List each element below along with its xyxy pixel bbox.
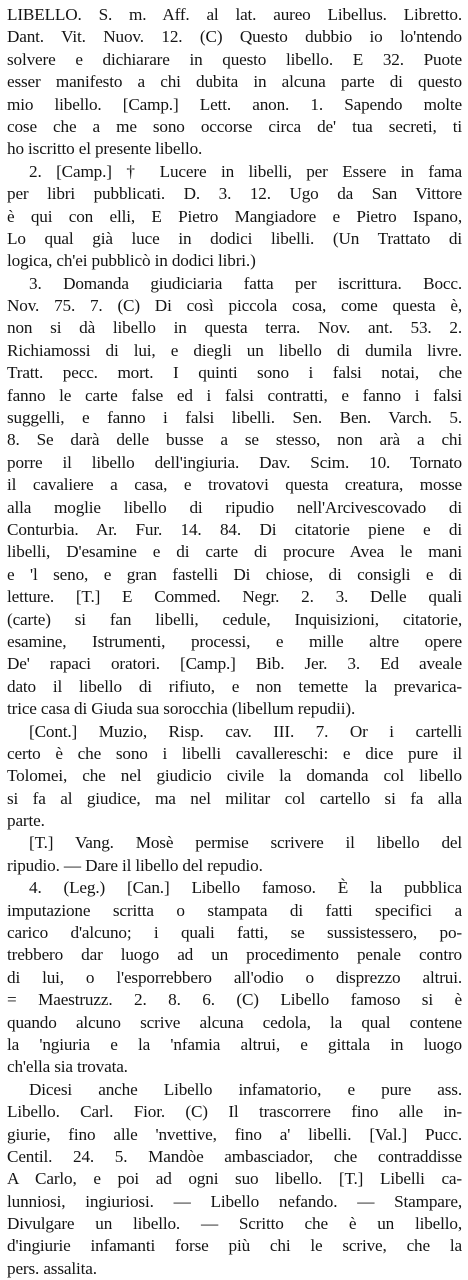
text-line: LIBELLO. S. m. Aff. al lat. aureo Libellus. Libretto.: [7, 5, 462, 24]
text-line: logica, ch'ei pubblicò in dodici libri.): [7, 251, 256, 271]
text-line: si fa al giudice, ma nel militar col cartello si fa alla: [7, 788, 462, 808]
text-line: fanno le carte false ed i falsi contratti, e fanno i falsi: [7, 385, 462, 405]
text-line: trice casa di Giuda sua sorocchia (libellum repudii).: [7, 699, 356, 719]
text-line: cose che a me sono occorse circa de' tua secreti, ti: [7, 116, 462, 136]
text-line: Libello. Carl. Fior. (C) Il trascorrere fino alle in-: [7, 1102, 462, 1122]
text-line: esamine, Istrumenti, processi, e mille altre opere: [7, 631, 462, 651]
text-line: il cavaliere a casa, e trovatovi questa creatura, mosse: [7, 475, 462, 495]
text-line: solvere e dichiarare in questo libello. E 32. Puote: [7, 49, 462, 69]
text-line: mio libello. [Camp.] Lett. anon. 1. Sapendo molte: [7, 94, 462, 114]
text-line: letture. [T.] E Commed. Negr. 2. 3. Delle quali: [7, 587, 462, 607]
text-line: suggelli, e fanno i falsi libelli. Sen. Ben. Varch. 5.: [7, 408, 462, 428]
text-line: giurie, fino alle 'nvettive, fino a' libelli. [Val.] Pucc.: [7, 1124, 462, 1144]
text-line: trebbero dar luogo ad un procedimento penale contro: [7, 945, 462, 965]
text-line: (carte) si fan libelli, cedule, Inquisizioni, citatorie,: [7, 609, 462, 629]
text-line: Divulgare un libello. — Scritto che è un libello,: [7, 1214, 462, 1234]
text-line: ch'ella sia trovata.: [7, 1057, 128, 1077]
text-line: la 'ngiuria e la 'nfamia altrui, e gittala in luogo: [7, 1034, 462, 1054]
dicesi-paragraph-start: Dicesi anche Libello infamatorio, e pure ass.: [29, 1079, 462, 1099]
text-line: Dant. Vit. Nuov. 12. (C) Questo dubbio io lo'ntendo: [7, 27, 462, 47]
text-line: d'ingiurie infamanti forse più chi le scrive, che la: [7, 1236, 462, 1256]
text-line: e 'l seno, e gran fastelli Di chiose, di consigli e di: [7, 564, 462, 584]
text-line: De' rapaci oratori. [Camp.] Bib. Jer. 3. Ed aveale: [7, 654, 462, 674]
text-line: pers. assalita.: [7, 1258, 97, 1278]
text-line: Conturbia. Ar. Fur. 14. 84. Di citatorie piene e di: [7, 519, 462, 539]
text-line: quando alcuno scrive alcuna cedola, la qual contene: [7, 1012, 462, 1032]
text-line: Nov. 75. 7. (C) Di così piccola cosa, come questa è,: [7, 296, 462, 316]
text-line: Tratt. pecc. mort. I quinti sono i falsi notai, che: [7, 363, 462, 383]
text-line: porre il libello dell'ingiuria. Dav. Scim. 10. Tornato: [7, 452, 462, 472]
text-line: esser manifesto a chi dubita in alcuna parte di questo: [7, 72, 462, 92]
text-line: non si dà libello in questa terra. Nov. ant. 53. 2.: [7, 318, 462, 338]
text-line: libelli, D'esamine e di carte di procure Avea le mani: [7, 542, 462, 562]
text-line: per libri pubblicati. D. 3. 12. Ugo da San Vittore: [7, 184, 462, 204]
section-4-start: 4. (Leg.) [Can.] Libello famoso. È la pubblica: [29, 878, 462, 898]
cont-paragraph-start: [Cont.] Muzio, Risp. cav. III. 7. Or i cartelli: [29, 721, 462, 741]
text-line: carico d'alcuno; i quali fatti, se sussistessero, po-: [7, 923, 462, 943]
text-line: è qui con elli, E Pietro Mangiadore e Pietro Ispano,: [7, 206, 462, 226]
text-line: = Maestruzz. 2. 8. 6. (C) Libello famoso si è: [7, 990, 462, 1010]
text-line: Lo qual già luce in dodici libelli. (Un Trattato di: [7, 228, 462, 248]
text-line: Centil. 24. 5. Mandòe ambasciador, che contraddisse: [7, 1146, 462, 1166]
text-line: ho iscritto el presente libello.: [7, 139, 203, 159]
text-line: 8. Se darà delle busse a se stesso, non arà a chi: [7, 430, 462, 450]
text-line: certo è che sono i libelli cavallereschi: e dice pure il: [7, 743, 462, 763]
text-line: Tolomei, che nel giudicio civile la domanda col libello: [7, 766, 462, 786]
text-line: alla moglie libello di ripudio nell'Arcivescovado di: [7, 497, 462, 517]
section-2-start: 2. [Camp.] † Lucere in libelli, per Essere in fama: [29, 161, 462, 181]
text-line: lunniosi, ingiuriosi. — Libello nefando. — Stampare,: [7, 1191, 462, 1211]
text-line: imputazione scritta o stampata di fatti specifici a: [7, 900, 462, 920]
text-line: di lui, o l'esporrebbero all'odio o disprezzo altrui.: [7, 967, 462, 987]
vang-paragraph-start: [T.] Vang. Mosè permise scrivere il libello del: [29, 833, 462, 853]
text-line: A Carlo, e poi ad ogni suo libello. [T.] Libelli ca-: [7, 1169, 462, 1189]
text-line: Richiamossi di lui, e diegli un libello di dumila livre.: [7, 340, 462, 360]
text-line: dato il libello di rifiuto, e non temette la prevarica-: [7, 676, 462, 696]
text-line: parte.: [7, 811, 45, 831]
text-line: ripudio. — Dare il libello del repudio.: [7, 855, 263, 875]
section-3-start: 3. Domanda giudiciaria fatta per iscrittura. Bocc.: [29, 273, 462, 293]
